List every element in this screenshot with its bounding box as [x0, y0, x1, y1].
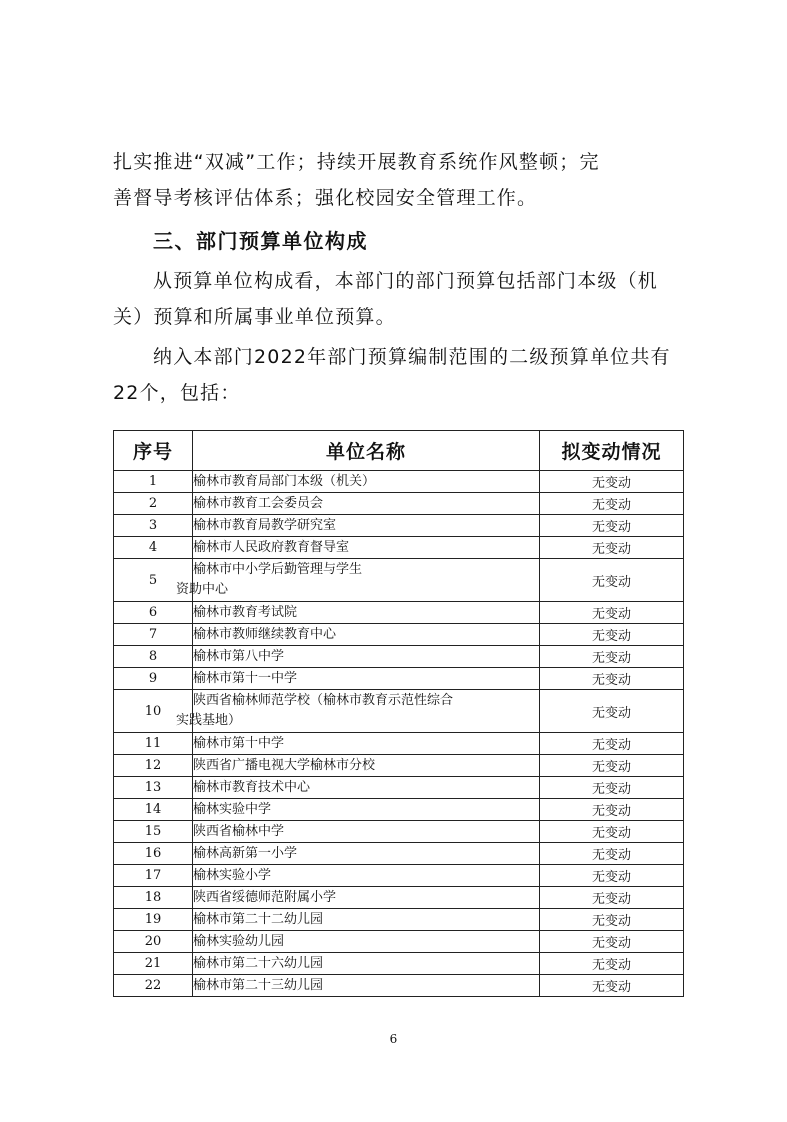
cell-seq: 3: [114, 515, 193, 537]
budget-units-table: [113, 430, 684, 997]
cell-seq: 1: [114, 471, 193, 493]
cell-seq: 19: [114, 909, 193, 931]
table-row: [114, 909, 684, 931]
cell-change-status: 无变动: [540, 777, 684, 799]
cell-seq: 20: [114, 931, 193, 953]
cell-seq: 18: [114, 887, 193, 909]
table-row: [114, 887, 684, 909]
table-row: [114, 777, 684, 799]
cell-unit-name: 榆林市第八中学: [193, 646, 540, 668]
cell-seq: 5: [114, 559, 193, 602]
table-header-row: [114, 431, 684, 471]
paragraph-line: 善督导考核评估体系；强化校园安全管理工作。: [113, 187, 538, 209]
cell-unit-name: 陕西省广播电视大学榆林市分校: [193, 755, 540, 777]
cell-change-status: 无变动: [540, 755, 684, 777]
cell-change-status: 无变动: [540, 821, 684, 843]
table-row: [114, 646, 684, 668]
unit-name-line: 实践基地）: [176, 713, 242, 728]
cell-unit-name: 榆林市教育局教学研究室: [193, 515, 540, 537]
table-row: [114, 515, 684, 537]
cell-change-status: 无变动: [540, 931, 684, 953]
table-row: [114, 755, 684, 777]
cell-unit-name: 榆林市第二十六幼儿园: [193, 953, 540, 975]
table-row: [114, 624, 684, 646]
section-heading: 三、部门预算单位构成: [153, 229, 368, 253]
cell-seq: 14: [114, 799, 193, 821]
cell-unit-name: [176, 690, 540, 733]
page-number: 6: [389, 1032, 398, 1046]
table-row: [114, 843, 684, 865]
cell-seq: 4: [114, 537, 193, 559]
cell-unit-name: 陕西省绥德师范附属小学: [193, 887, 540, 909]
cell-unit-name: 榆林市第十中学: [193, 733, 540, 755]
cell-change-status: 无变动: [540, 865, 684, 887]
cell-seq: 9: [114, 668, 193, 690]
header-seq: 序号: [114, 431, 193, 471]
cell-seq: 6: [114, 602, 193, 624]
table-row: [114, 602, 684, 624]
cell-unit-name: [176, 559, 540, 602]
table-row: [114, 821, 684, 843]
cell-unit-name: 榆林市教师继续教育中心: [193, 624, 540, 646]
table-row: [114, 537, 684, 559]
table-row: [114, 799, 684, 821]
cell-unit-name: 榆林市人民政府教育督导室: [193, 537, 540, 559]
cell-seq: 10: [114, 690, 193, 733]
paragraph-unit-composition: 从预算单位构成看，本部门的部门预算包括部门本级（机关）预算和所属事业单位预算。: [113, 270, 659, 328]
cell-seq: 16: [114, 843, 193, 865]
cell-seq: 13: [114, 777, 193, 799]
cell-change-status: 无变动: [540, 887, 684, 909]
paragraph-unit-count: 纳入本部门2022年部门预算编制范围的二级预算单位共有22个，包括：: [113, 346, 671, 404]
cell-unit-name: 榆林市第二十三幼儿园: [193, 975, 540, 997]
paragraph-line: 扎实推进“双减”工作；持续开展教育系统作风整顿；完: [113, 151, 600, 173]
cell-change-status: 无变动: [540, 953, 684, 975]
cell-unit-name: 榆林市教育技术中心: [193, 777, 540, 799]
table-row: [114, 493, 684, 515]
cell-unit-name: 陕西省榆林中学: [193, 821, 540, 843]
cell-change-status: 无变动: [540, 471, 684, 493]
cell-change-status: 无变动: [540, 668, 684, 690]
cell-unit-name: 榆林市教育工会委员会: [193, 493, 540, 515]
cell-seq: 17: [114, 865, 193, 887]
cell-change-status: 无变动: [540, 537, 684, 559]
cell-unit-name: 榆林市教育考试院: [193, 602, 540, 624]
cell-change-status: 无变动: [540, 843, 684, 865]
cell-change-status: 无变动: [540, 559, 684, 602]
cell-seq: 7: [114, 624, 193, 646]
table-row: [114, 668, 684, 690]
table-row: [114, 953, 684, 975]
header-change: 拟变动情况: [540, 431, 684, 471]
unit-name-line: 陕西省榆林师范学校（榆林市教育示范性综合: [193, 693, 454, 708]
cell-unit-name: 榆林实验小学: [193, 865, 540, 887]
cell-unit-name: 榆林实验中学: [193, 799, 540, 821]
cell-seq: 15: [114, 821, 193, 843]
unit-name-line: 榆林市中小学后勤管理与学生: [193, 562, 363, 577]
unit-name-line: 资助中心: [176, 582, 229, 597]
table-row: [114, 559, 684, 602]
cell-change-status: 无变动: [540, 799, 684, 821]
cell-unit-name: 榆林市第十一中学: [193, 668, 540, 690]
cell-change-status: 无变动: [540, 646, 684, 668]
cell-unit-name: 榆林市教育局部门本级（机关）: [193, 471, 540, 493]
table-row: [114, 865, 684, 887]
cell-change-status: 无变动: [540, 909, 684, 931]
cell-change-status: 无变动: [540, 515, 684, 537]
cell-seq: 2: [114, 493, 193, 515]
cell-unit-name: 榆林实验幼儿园: [193, 931, 540, 953]
cell-change-status: 无变动: [540, 602, 684, 624]
cell-seq: 21: [114, 953, 193, 975]
cell-change-status: 无变动: [540, 733, 684, 755]
header-unit-name: 单位名称: [193, 431, 540, 471]
cell-seq: 11: [114, 733, 193, 755]
table-row: [114, 975, 684, 997]
cell-change-status: 无变动: [540, 975, 684, 997]
table-row: [114, 471, 684, 493]
cell-change-status: 无变动: [540, 624, 684, 646]
cell-seq: 8: [114, 646, 193, 668]
table-row: [114, 690, 684, 733]
table-row: [114, 733, 684, 755]
cell-seq: 12: [114, 755, 193, 777]
cell-unit-name: 榆林市第二十二幼儿园: [193, 909, 540, 931]
table-row: [114, 931, 684, 953]
cell-seq: 22: [114, 975, 193, 997]
cell-change-status: 无变动: [540, 493, 684, 515]
cell-change-status: 无变动: [540, 690, 684, 733]
cell-unit-name: 榆林高新第一小学: [193, 843, 540, 865]
